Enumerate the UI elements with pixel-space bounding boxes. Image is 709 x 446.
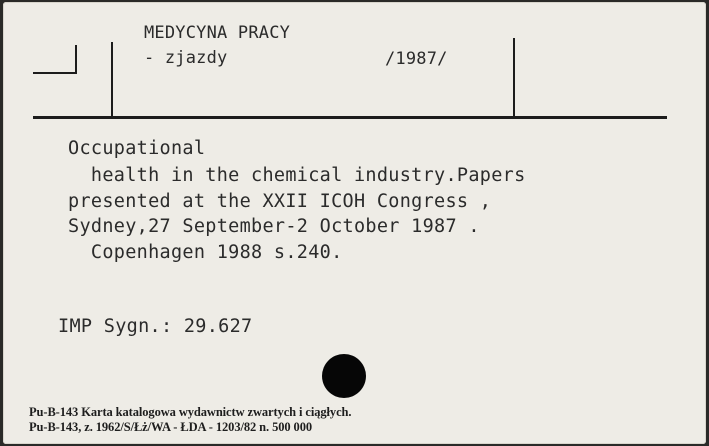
description-line-5: Copenhagen 1988 s.240. bbox=[68, 242, 343, 263]
catalog-card bbox=[3, 2, 706, 444]
corner-bracket-horizontal bbox=[33, 72, 76, 74]
description-line-3: presented at the XXII ICOH Congress , bbox=[68, 191, 492, 212]
subject-heading: MEDYCYNA PRACY bbox=[144, 23, 291, 43]
punch-hole bbox=[322, 354, 366, 398]
footer-line-2: Pu-B-143, z. 1962/S/Łż/WA - ŁDA - 1203/82 n. 500 000 bbox=[29, 420, 313, 434]
shelf-mark: IMP Sygn.: 29.627 bbox=[58, 316, 253, 337]
subject-subheading: - zjazdy bbox=[144, 48, 228, 68]
year-label: /1987/ bbox=[385, 49, 448, 69]
header-right-rule bbox=[513, 38, 515, 116]
header-left-rule bbox=[111, 42, 113, 116]
corner-bracket-vertical bbox=[75, 45, 77, 74]
description-line-1: Occupational bbox=[68, 138, 206, 159]
description-line-4: Sydney,27 September-2 October 1987 . bbox=[68, 216, 480, 237]
description-line-2: health in the chemical industry.Papers bbox=[68, 165, 526, 186]
header-divider bbox=[33, 116, 667, 119]
footer-line-1: Pu-B-143 Karta katalogowa wydawnictw zwartych i ciągłych. bbox=[29, 405, 352, 419]
